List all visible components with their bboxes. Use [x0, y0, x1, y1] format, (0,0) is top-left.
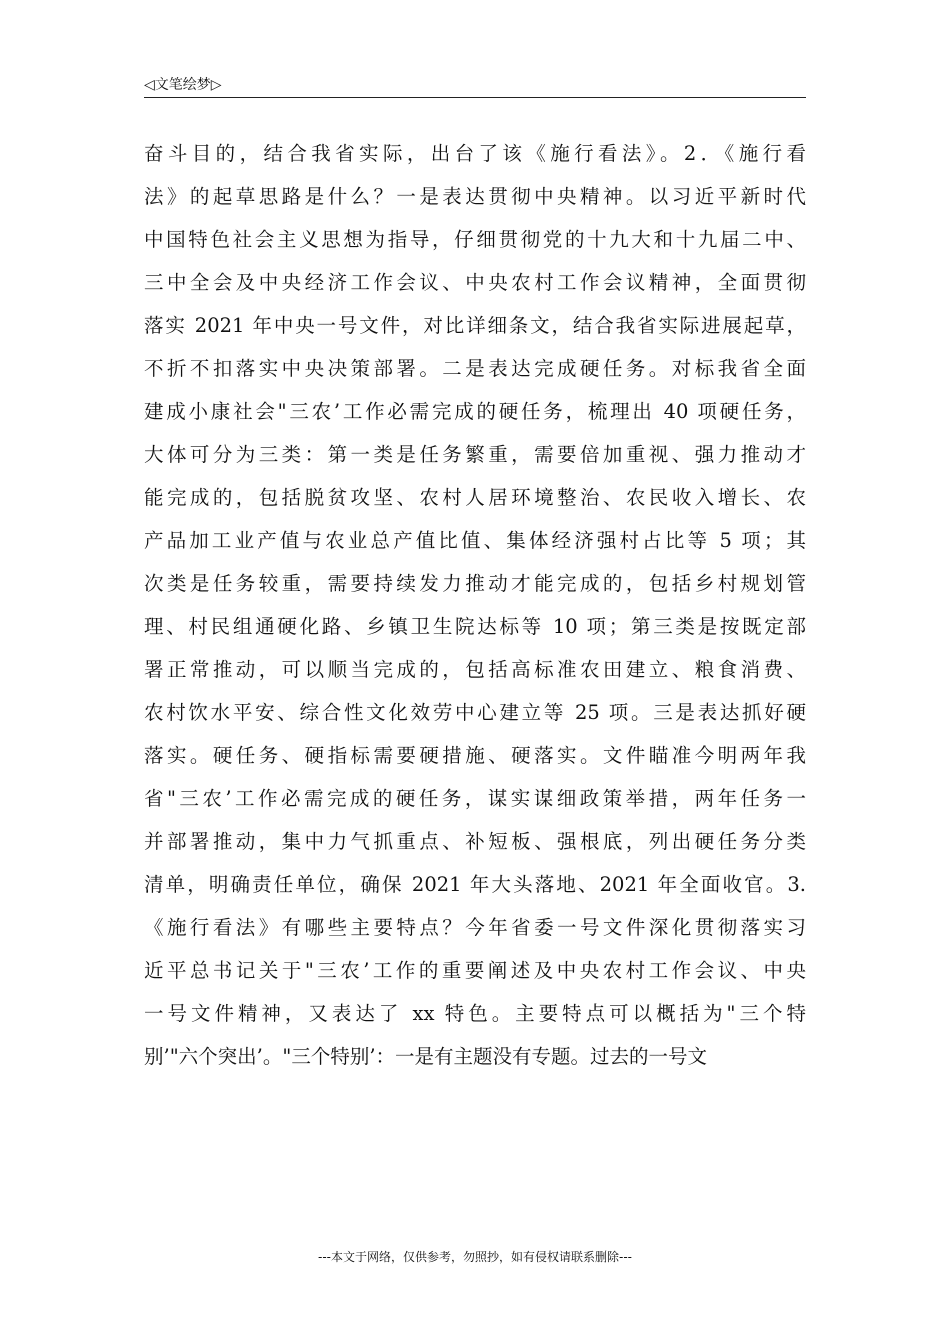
- body-line: 中国特色社会主义思想为指导，仔细贯彻党的十九大和十九届二中、: [144, 228, 806, 251]
- body-line: 法》的起草思路是什么？一是表达贯彻中央精神。以习近平新时代: [144, 185, 806, 208]
- body-line: 署正常推动，可以顺当完成的，包括高标准农田建立、粮食消费、: [144, 658, 806, 681]
- document-footer-disclaimer: ---本文于网络，仅供参考，勿照抄，如有侵权请联系删除---: [318, 1250, 632, 1264]
- body-line: 奋斗目的，结合我省实际，出台了该《施行看法》。2．《施行看: [144, 142, 806, 165]
- body-line: 别’"六个突出’。"三个特别’：一是有主题没有专题。过去的一号文: [144, 1045, 708, 1068]
- body-line: 不折不扣落实中央决策部署。二是表达完成硬任务。对标我省全面: [144, 357, 806, 380]
- body-line: 落实 2021 年中央一号文件，对比详细条文，结合我省实际进展起草，: [144, 314, 806, 337]
- body-line: 并部署推动，集中力气抓重点、补短板、强根底，列出硬任务分类: [144, 830, 806, 853]
- document-body: [144, 132, 806, 1078]
- body-line: 三中全会及中央经济工作会议、中央农村工作会议精神，全面贯彻: [144, 271, 806, 294]
- body-line: 建成小康社会"三农’工作必需完成的硬任务，梳理出 40 项硬任务，: [144, 400, 806, 423]
- body-line: 清单，明确责任单位，确保 2021 年大头落地、2021 年全面收官。3.: [144, 873, 806, 896]
- body-line: 农村饮水平安、综合性文化效劳中心建立等 25 项。三是表达抓好硬: [144, 701, 806, 724]
- body-line: 近平总书记关于"三农’工作的重要阐述及中央农村工作会议、中央: [144, 959, 806, 982]
- document-header-title: ◁文笔绘梦▷: [144, 77, 222, 93]
- body-line: 能完成的，包括脱贫攻坚、农村人居环境整治、农民收入增长、农: [144, 486, 806, 509]
- body-line: 落实。硬任务、硬指标需要硬措施、硬落实。文件瞄准今明两年我: [144, 744, 806, 767]
- body-line: 产品加工业产值与农业总产值比值、集体经济强村占比等 5 项；其: [144, 529, 806, 552]
- body-line: 一号文件精神，又表达了 xx 特色。主要特点可以概括为"三个特: [144, 1002, 806, 1025]
- body-line: 大体可分为三类：第一类是任务繁重，需要倍加重视、强力推动才: [144, 443, 806, 466]
- body-line: 省"三农’工作必需完成的硬任务，谋实谋细政策举措，两年任务一: [144, 787, 806, 810]
- body-line: 理、村民组通硬化路、乡镇卫生院达标等 10 项；第三类是按既定部: [144, 615, 806, 638]
- body-line: 《施行看法》有哪些主要特点？今年省委一号文件深化贯彻落实习: [144, 916, 806, 939]
- header-divider: [144, 97, 806, 98]
- body-line: 次类是任务较重，需要持续发力推动才能完成的，包括乡村规划管: [144, 572, 806, 595]
